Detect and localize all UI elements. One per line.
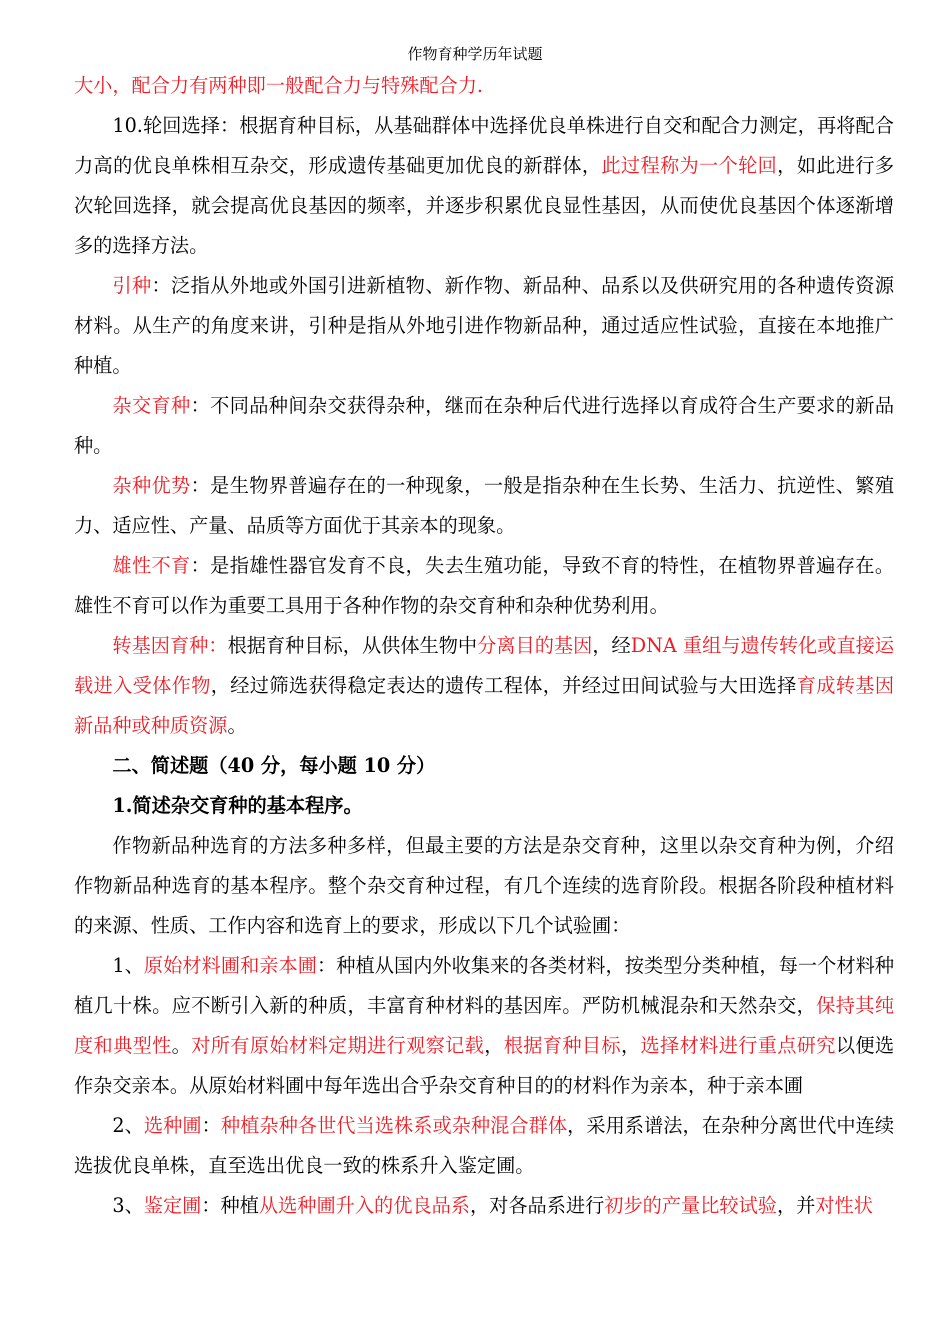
body-text: ，采用系谱法，在杂种分离世代中连续选拔优良单株，直至选出优良一致的株系升入鉴定圃。 — [74, 1114, 895, 1177]
body-text: 2、 — [112, 1114, 144, 1137]
paragraph — [74, 626, 894, 746]
document-body — [74, 66, 894, 1226]
body-text: 10.轮回选择：根据育种目标，从基础群体中选择优良单株进行自交和配合力测定，再将配合力高的优良单株相互杂交，形成遗传基础更加优良的新群体， — [74, 114, 894, 177]
paragraph — [74, 1186, 894, 1226]
page-header: 作物育种学历年试题 — [407, 45, 543, 63]
highlighted-text: 从选种圃升入的优良品系 — [258, 1194, 470, 1217]
body-text: 。 — [171, 1034, 192, 1057]
highlighted-text: 分离目的基因 — [477, 634, 593, 657]
body-text: ，对各品系进行 — [469, 1194, 605, 1217]
body-text: ：不同品种间杂交获得杂种，继而在杂种后代进行选择以育成符合生产要求的新品种。 — [74, 394, 895, 457]
body-text: 3、 — [112, 1194, 144, 1217]
highlighted-text: 育成转基因新品种或种质资源 — [74, 674, 895, 737]
highlighted-text: 杂交育种 — [112, 394, 191, 417]
paragraph — [74, 386, 894, 466]
bold-text: 二、简述题（40 分，每小题 10 分） — [112, 754, 436, 777]
highlighted-text: 对所有原始材料定期进行观察记载 — [191, 1034, 485, 1057]
body-text: ：是生物界普遍存在的一种现象，一般是指杂种在生长势、生活力、抗逆性、繁殖力、适应性、产量、品质等方面优于其亲本的现象。 — [74, 474, 895, 537]
paragraph — [74, 786, 894, 826]
bold-text: 1.简述杂交育种的基本程序。 — [112, 794, 363, 817]
highlighted-text: 根据育种目标 — [503, 1034, 621, 1057]
body-text: ，并 — [776, 1194, 816, 1217]
highlighted-text: 杂种优势 — [112, 474, 191, 497]
highlighted-text: 选择材料进行重点研究 — [640, 1034, 836, 1057]
highlighted-text: 转基因育种： — [112, 634, 228, 657]
body-text: ， — [484, 1034, 504, 1057]
paragraph — [74, 826, 894, 946]
highlighted-text: 鉴定圃 — [143, 1194, 202, 1217]
body-text: ，经 — [592, 634, 631, 657]
body-text: ， — [620, 1034, 641, 1057]
paragraph — [74, 746, 894, 786]
paragraph — [74, 1106, 894, 1186]
paragraph — [74, 106, 894, 266]
body-text: 作物新品种选育的方法多种多样，但最主要的方法是杂交育种，这里以杂交育种为例，介绍作物新品种选育的基本程序。整个杂交育种过程，有几个连续的选育阶段。根据各阶段种植材料的来源、性质、工作内容和选育上的要求，形成以下几个试验圃： — [74, 834, 894, 937]
body-text: ：种植从国内外收集来的各类材料，按类型分类种植，每一个材料种植几十株。应不断引入新的种质，丰富育种材料的基因库。严防机械混杂和天然杂交， — [74, 954, 895, 1017]
body-text: 以便选作杂交亲本。从原始材料圃中每年选出合乎杂交育种目的的材料作为亲本，种于亲本圃 — [74, 1034, 895, 1097]
body-text: 1、 — [112, 954, 144, 977]
paragraph — [74, 546, 894, 626]
body-text: ： — [201, 1114, 221, 1137]
body-text: ：种植 — [201, 1194, 259, 1217]
highlighted-text: 引种 — [112, 274, 152, 297]
highlighted-text: 对性状 — [815, 1194, 873, 1217]
body-text: ：是指雄性器官发育不良，失去生殖功能，导致不育的特性，在植物界普遍存在。雄性不育可以作为重要工具用于各种作物的杂交育种和杂种优势利用。 — [74, 554, 895, 617]
highlighted-text: 初步的产量比较试验 — [604, 1194, 777, 1217]
body-text: ，经过筛选获得稳定表达的遗传工程体，并经过田间试验与大田选择 — [210, 674, 797, 697]
paragraph — [74, 266, 894, 386]
highlighted-text: DNA 重组与遗传转化或直接运载进入受体作物 — [74, 634, 895, 697]
highlighted-text: 大小，配合力有两种即一般配合力与特殊配合力. — [74, 74, 484, 97]
highlighted-text: 原始材料圃和亲本圃 — [143, 954, 318, 977]
paragraph — [74, 66, 894, 106]
paragraph — [74, 466, 894, 546]
highlighted-text: 种植杂种各世代当选株系或杂种混合群体 — [220, 1114, 568, 1137]
paragraph — [74, 946, 894, 1106]
highlighted-text: 此过程称为一个轮回 — [601, 154, 778, 177]
highlighted-text: 保持其纯度和典型性 — [74, 994, 895, 1057]
highlighted-text: 雄性不育 — [112, 554, 191, 577]
body-text: ，如此进行多次轮回选择，就会提高优良基因的频率，并逐步积累优良显性基因，从而使优良基因个体逐渐增多的选择方法。 — [74, 154, 895, 257]
highlighted-text: 选种圃 — [143, 1114, 202, 1137]
body-text: 根据育种目标，从供体生物中 — [227, 634, 478, 657]
body-text: 。 — [227, 714, 247, 737]
body-text: ：泛指从外地或外国引进新植物、新作物、新品种、品系以及供研究用的各种遗传资源材料。从生产的角度来讲，引种是指从外地引进作物新品种，通过适应性试验，直接在本地推广种植。 — [74, 274, 895, 377]
